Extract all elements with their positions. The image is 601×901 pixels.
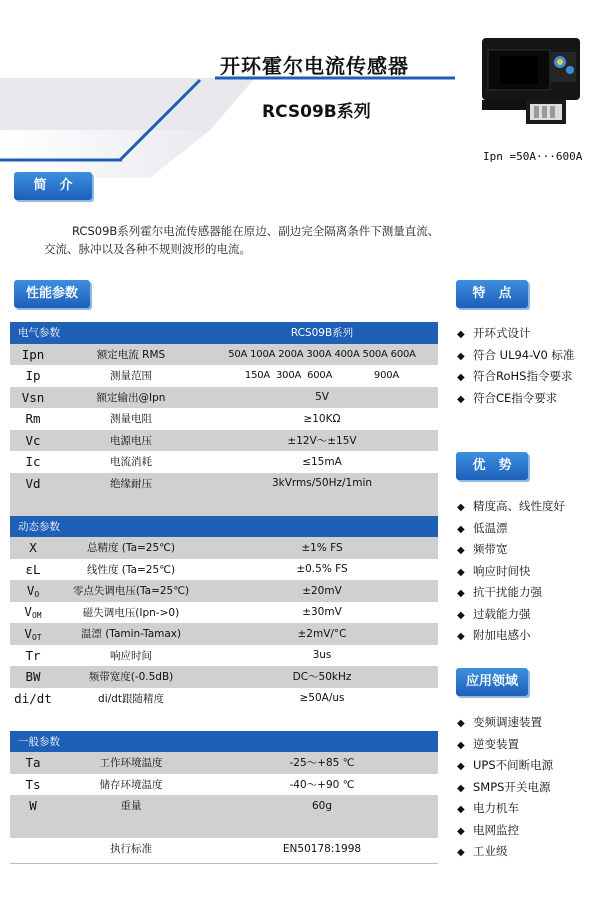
param-symbol: Ipn: [10, 344, 56, 366]
table-row: [10, 408, 438, 430]
symbol-main: V: [24, 604, 32, 620]
param-value: ±30mV: [206, 602, 438, 624]
param-value: ±2mV/°C: [206, 623, 438, 645]
diamond-bullet-icon: ◆: [457, 631, 465, 642]
list-item: [457, 777, 553, 799]
param-value: 50A 100A 200A 300A 400A 500A 600A: [206, 344, 438, 366]
param-symbol: Ts: [10, 774, 56, 796]
list-item: [457, 496, 565, 518]
param-symbol: [10, 623, 56, 645]
list-item-text: 附加电感小: [473, 628, 531, 642]
param-value: EN50178:1998: [206, 838, 438, 860]
tab-applications: 应用领域: [456, 668, 528, 696]
param-symbol: BW: [10, 666, 56, 688]
table-row: [10, 537, 438, 559]
param-value: 150A 300A 600A 900A: [206, 365, 438, 387]
list-item-text: 逆变装置: [473, 736, 519, 751]
features-list: [457, 323, 574, 409]
table-row: [10, 387, 438, 409]
param-name: 温漂 (Tamin-Tamax): [56, 623, 206, 645]
diamond-bullet-icon: ◆: [457, 588, 465, 599]
table-row: [10, 752, 438, 774]
table-bottom-rule: [10, 863, 438, 864]
diamond-bullet-icon: ◆: [457, 329, 465, 340]
param-name: 总精度 (Ta=25℃): [56, 537, 206, 559]
list-item: [457, 755, 553, 777]
param-name: 额定电流 RMS: [56, 344, 206, 366]
diamond-bullet-icon: ◆: [457, 350, 465, 362]
electrical-header-label: 电气参数: [10, 322, 206, 344]
param-name: 测量范围: [56, 365, 206, 387]
general-header: [10, 731, 438, 753]
param-value: -25～+85 ℃: [206, 752, 438, 774]
list-item-text: 符合 UL94-V0 标准: [473, 347, 575, 362]
param-value: ≥50A/us: [206, 688, 438, 710]
diamond-bullet-icon: ◆: [457, 523, 465, 535]
list-item: [457, 366, 574, 388]
table-row: [10, 365, 438, 387]
diamond-bullet-icon: ◆: [457, 739, 465, 751]
param-symbol: Ic: [10, 451, 56, 473]
param-symbol: Vsn: [10, 387, 56, 409]
table-row: [10, 774, 438, 796]
list-item: [457, 798, 553, 820]
param-symbol: Rm: [10, 408, 56, 430]
dynamic-header: [10, 516, 438, 538]
param-value: ±12V～±15V: [206, 430, 438, 452]
diamond-bullet-icon: ◆: [457, 372, 465, 383]
diamond-bullet-icon: ◆: [457, 825, 465, 837]
table-row: [10, 623, 438, 645]
param-name: 零点失调电压(Ta=25℃): [56, 580, 206, 602]
diamond-bullet-icon: ◆: [457, 393, 465, 405]
param-value: ≥10KΩ: [206, 408, 438, 430]
param-symbol: [10, 580, 56, 602]
list-item-text: 精度高、线性度好: [473, 499, 565, 513]
list-item-text: 符合RoHS指令要求: [473, 369, 573, 383]
symbol-subscript: O: [34, 589, 40, 599]
param-value: DC～50kHz: [206, 666, 438, 688]
param-name: 执行标准: [56, 838, 206, 860]
list-item: [457, 582, 565, 604]
param-name: 电源电压: [56, 430, 206, 452]
param-name: 响应时间: [56, 645, 206, 667]
list-item-text: 变频调速装置: [473, 715, 542, 729]
table-row: [10, 430, 438, 452]
table-row: [10, 344, 438, 366]
param-value: 3kVrms/50Hz/1min: [206, 473, 438, 495]
param-name: 磁失调电压(Ipn->0): [56, 602, 206, 624]
table-row: [10, 473, 438, 495]
sensor-product-image: [470, 30, 585, 140]
list-item-text: 开环式设计: [473, 326, 531, 340]
list-item: [457, 518, 565, 540]
list-item-text: 电力机车: [473, 801, 519, 815]
list-item: [457, 345, 574, 367]
param-symbol: Vc: [10, 430, 56, 452]
param-symbol: [10, 602, 56, 624]
list-item-text: 频带宽: [473, 542, 508, 556]
table-row: [10, 666, 438, 688]
series-header-label: RCS09B系列: [206, 322, 438, 344]
list-item-text: 抗干扰能力强: [473, 585, 542, 599]
symbol-main: V: [26, 582, 35, 598]
spec-table: [10, 322, 438, 860]
table-row: [10, 580, 438, 602]
param-name: 测量电阻: [56, 408, 206, 430]
list-item: [457, 604, 565, 626]
param-symbol: Ta: [10, 752, 56, 774]
param-symbol: X: [10, 537, 56, 559]
symbol-main: V: [24, 625, 32, 641]
table-row: [10, 602, 438, 624]
param-value: 3us: [206, 645, 438, 667]
param-symbol: Vd: [10, 473, 56, 495]
param-name: 频带宽度(-0.5dB): [56, 666, 206, 688]
param-value: ±1% FS: [206, 537, 438, 559]
list-item: [457, 539, 565, 561]
param-symbol: W: [10, 795, 56, 817]
list-item: [457, 561, 565, 583]
diamond-bullet-icon: ◆: [457, 847, 465, 858]
diamond-bullet-icon: ◆: [457, 502, 465, 513]
dynamic-header-label: 动态参数: [10, 516, 438, 538]
list-item-text: SMPS开关电源: [473, 779, 551, 794]
tab-performance: 性能参数: [14, 280, 90, 308]
tab-intro: 简 介: [14, 172, 92, 200]
list-item-text: 过载能力强: [473, 606, 531, 621]
param-value: ≤15mA: [206, 451, 438, 473]
diamond-bullet-icon: ◆: [457, 804, 465, 815]
param-name: 电流消耗: [56, 451, 206, 473]
param-symbol: di/dt: [10, 688, 56, 710]
list-item-text: 工业级: [473, 844, 508, 858]
table-row-blank: [10, 817, 438, 839]
symbol-subscript: OT: [31, 632, 42, 642]
param-name: 储存环境温度: [56, 774, 206, 796]
list-item: [457, 625, 565, 647]
diamond-bullet-icon: ◆: [457, 545, 465, 556]
tab-advantages: 优 势: [456, 452, 528, 480]
general-header-label: 一般参数: [10, 731, 438, 753]
diamond-bullet-icon: ◆: [457, 609, 465, 621]
applications-list: [457, 712, 553, 863]
diamond-bullet-icon: ◆: [457, 566, 465, 578]
electrical-header: [10, 322, 438, 344]
table-row: [10, 559, 438, 581]
diamond-bullet-icon: ◆: [457, 761, 465, 772]
list-item-text: 符合CE指令要求: [473, 390, 558, 405]
list-item-text: 低温漂: [473, 520, 508, 535]
param-value: 5V: [206, 387, 438, 409]
param-name: 工作环境温度: [56, 752, 206, 774]
param-name: 额定输出@Ipn: [56, 387, 206, 409]
page-subtitle: RCS09B系列: [262, 102, 371, 122]
table-row: [10, 688, 438, 710]
param-symbol: Tr: [10, 645, 56, 667]
advantages-list: [457, 496, 565, 647]
table-row: [10, 838, 438, 860]
intro-text: RCS09B系列霍尔电流传感器能在原边、副边完全隔离条件下测量直流、交流、脉冲以及各种不规则波形的电流。: [44, 224, 440, 256]
list-item: [457, 712, 553, 734]
table-row-blank: [10, 709, 438, 731]
diamond-bullet-icon: ◆: [457, 718, 465, 729]
page-title: 开环霍尔电流传感器: [220, 54, 409, 78]
param-symbol: [10, 838, 56, 860]
param-name: 绝缘耐压: [56, 473, 206, 495]
param-value: ±20mV: [206, 580, 438, 602]
param-value: ±0.5% FS: [206, 559, 438, 581]
list-item-text: UPS不间断电源: [473, 758, 554, 772]
table-row: [10, 795, 438, 817]
list-item: [457, 841, 553, 863]
list-item: [457, 820, 553, 842]
symbol-subscript: OM: [31, 611, 42, 621]
diamond-bullet-icon: ◆: [457, 782, 465, 794]
param-symbol: Ip: [10, 365, 56, 387]
param-name: 重量: [56, 795, 206, 817]
tab-features: 特 点: [456, 280, 528, 308]
ipn-range-label: Ipn =50A···600A: [483, 150, 583, 163]
param-symbol: εL: [10, 559, 56, 581]
param-value: 60g: [206, 795, 438, 817]
table-row: [10, 451, 438, 473]
list-item: [457, 323, 574, 345]
table-row: [10, 645, 438, 667]
list-item-text: 响应时间快: [473, 563, 531, 578]
param-value: -40～+90 ℃: [206, 774, 438, 796]
list-item-text: 电网监控: [473, 822, 519, 837]
table-row-blank: [10, 494, 438, 516]
list-item: [457, 388, 574, 410]
param-name: di/dt跟随精度: [56, 688, 206, 710]
param-name: 线性度 (Ta=25℃): [56, 559, 206, 581]
list-item: [457, 734, 553, 756]
